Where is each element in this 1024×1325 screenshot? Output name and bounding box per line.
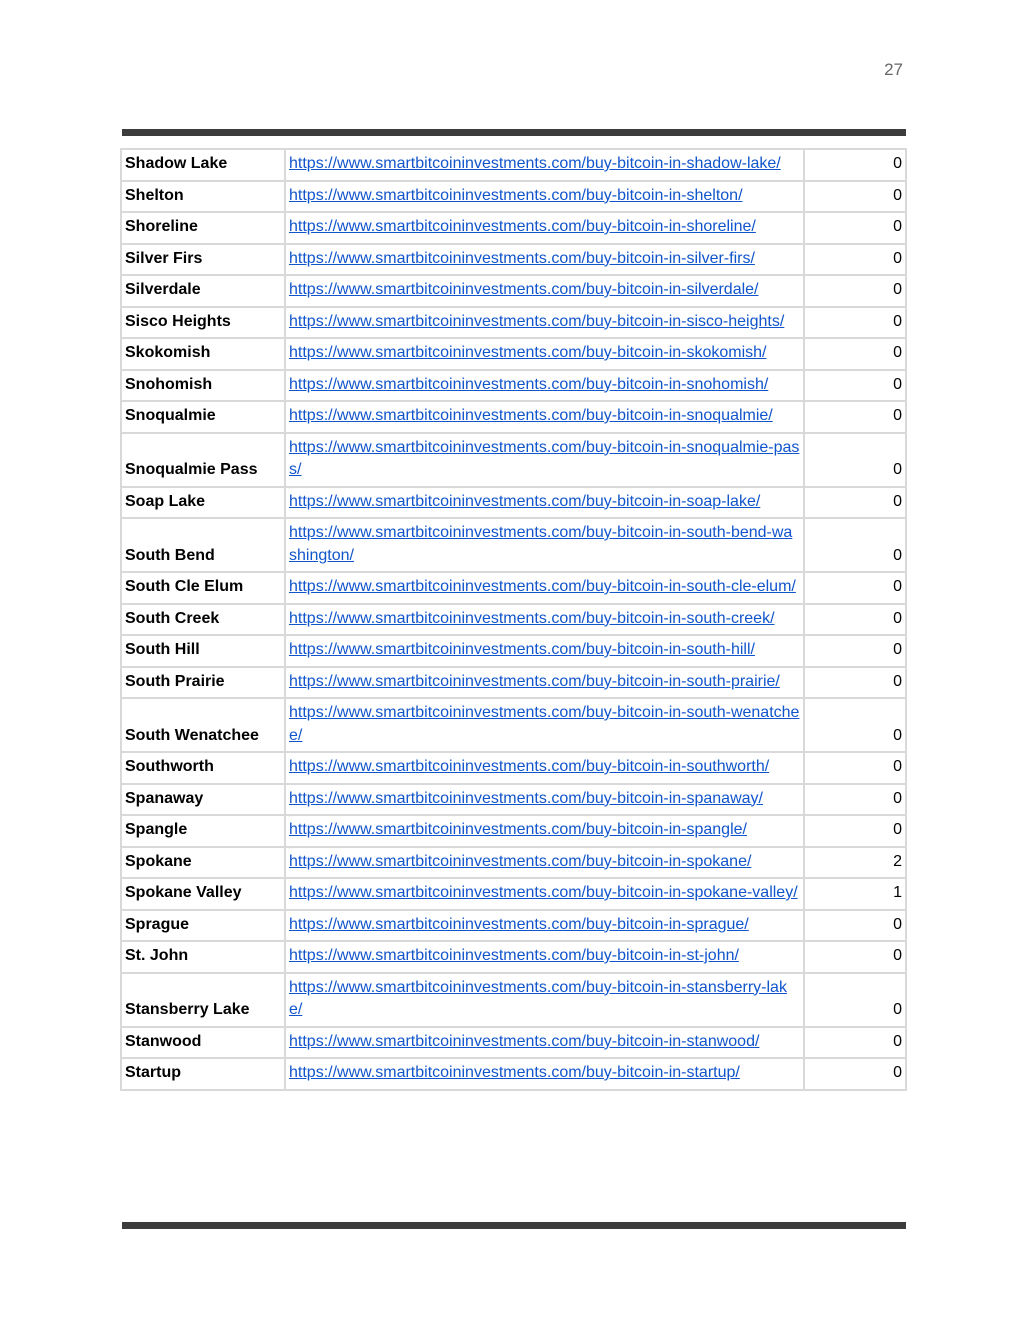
table-row [121,847,906,879]
url-cell [285,487,804,519]
count-cell: 0 [804,910,906,942]
url-cell [285,635,804,667]
city-name-cell: Startup [121,1058,285,1090]
url-cell [285,338,804,370]
city-name-cell: Spokane [121,847,285,879]
count-cell: 0 [804,370,906,402]
url-cell [285,784,804,816]
city-link[interactable]: https://www.smartbitcoininvestments.com/buy-bitcoin-in-shadow-lake/ [289,155,781,172]
url-cell [285,572,804,604]
count-cell: 0 [804,698,906,752]
city-name-cell: Snoqualmie [121,401,285,433]
url-cell [285,973,804,1027]
count-cell: 0 [804,401,906,433]
url-cell [285,401,804,433]
table-row [121,307,906,339]
city-name-cell: Stansberry Lake [121,973,285,1027]
table-row [121,1058,906,1090]
table-body [121,149,906,1090]
table-row [121,784,906,816]
count-cell: 1 [804,878,906,910]
city-name-cell: Snoqualmie Pass [121,433,285,487]
city-name-cell: Silverdale [121,275,285,307]
count-cell: 0 [804,1058,906,1090]
table-row [121,973,906,1027]
url-cell [285,815,804,847]
table-row [121,941,906,973]
count-cell: 2 [804,847,906,879]
url-cell [285,941,804,973]
table-row [121,275,906,307]
table-row [121,181,906,213]
url-cell [285,181,804,213]
count-cell: 0 [804,518,906,572]
url-cell [285,275,804,307]
city-link[interactable]: https://www.smartbitcoininvestments.com/buy-bitcoin-in-stansberry-lake/ [289,978,787,1018]
table-row [121,370,906,402]
table-row [121,212,906,244]
city-link[interactable]: https://www.smartbitcoininvestments.com/buy-bitcoin-in-skokomish/ [289,344,767,361]
city-name-cell: South Prairie [121,667,285,699]
url-cell [285,698,804,752]
city-link[interactable]: https://www.smartbitcoininvestments.com/buy-bitcoin-in-south-prairie/ [289,672,780,690]
city-name-cell: Sisco Heights [121,307,285,339]
table-row [121,604,906,636]
city-link-table [120,148,907,1091]
page-number: 27 [884,60,903,79]
city-name-cell: Stanwood [121,1027,285,1059]
count-cell: 0 [804,487,906,519]
top-divider [122,129,906,136]
city-link[interactable]: https://www.smartbitcoininvestments.com/buy-bitcoin-in-south-cle-elum/ [289,578,796,595]
bottom-divider [122,1222,906,1229]
city-name-cell: Spanaway [121,784,285,816]
url-cell [285,604,804,636]
city-link[interactable]: https://www.smartbitcoininvestments.com/buy-bitcoin-in-silver-firs/ [289,249,755,267]
city-link[interactable]: https://www.smartbitcoininvestments.com/buy-bitcoin-in-snoqualmie-pass/ [289,438,800,478]
count-cell: 0 [804,572,906,604]
url-cell [285,212,804,244]
count-cell: 0 [804,244,906,276]
count-cell: 0 [804,307,906,339]
table-row [121,149,906,181]
count-cell: 0 [804,784,906,816]
count-cell: 0 [804,1027,906,1059]
count-cell: 0 [804,604,906,636]
url-cell [285,752,804,784]
city-name-cell: Spangle [121,815,285,847]
city-link[interactable]: https://www.smartbitcoininvestments.com/buy-bitcoin-in-spangle/ [289,821,747,838]
city-name-cell: Sprague [121,910,285,942]
city-name-cell: Spokane Valley [121,878,285,910]
url-cell [285,370,804,402]
city-link[interactable]: https://www.smartbitcoininvestments.com/buy-bitcoin-in-south-creek/ [289,609,775,627]
url-cell [285,433,804,487]
table-row [121,338,906,370]
table-row [121,752,906,784]
count-cell: 0 [804,275,906,307]
table-row [121,910,906,942]
city-name-cell: Shelton [121,181,285,213]
city-link[interactable]: https://www.smartbitcoininvestments.com/buy-bitcoin-in-sprague/ [289,915,749,933]
city-link[interactable]: https://www.smartbitcoininvestments.com/buy-bitcoin-in-snohomish/ [289,375,769,393]
city-name-cell: South Cle Elum [121,572,285,604]
url-cell [285,244,804,276]
table-row [121,244,906,276]
count-cell: 0 [804,212,906,244]
table-row [121,401,906,433]
city-name-cell: Soap Lake [121,487,285,519]
city-link[interactable]: https://www.smartbitcoininvestments.com/buy-bitcoin-in-spokane-valley/ [289,884,798,901]
url-cell [285,307,804,339]
count-cell: 0 [804,338,906,370]
city-name-cell: Southworth [121,752,285,784]
table-row [121,667,906,699]
table-row [121,815,906,847]
city-name-cell: Shoreline [121,212,285,244]
table-row [121,698,906,752]
table-row [121,878,906,910]
city-name-cell: St. John [121,941,285,973]
count-cell: 0 [804,752,906,784]
table-row [121,635,906,667]
city-link[interactable]: https://www.smartbitcoininvestments.com/buy-bitcoin-in-south-hill/ [289,641,755,658]
url-cell [285,1027,804,1059]
city-name-cell: Snohomish [121,370,285,402]
url-cell [285,878,804,910]
table-row [121,1027,906,1059]
url-cell [285,667,804,699]
table-row [121,572,906,604]
city-name-cell: Shadow Lake [121,149,285,181]
city-link[interactable]: https://www.smartbitcoininvestments.com/buy-bitcoin-in-soap-lake/ [289,492,761,510]
city-name-cell: South Wenatchee [121,698,285,752]
url-cell [285,1058,804,1090]
city-link[interactable]: https://www.smartbitcoininvestments.com/buy-bitcoin-in-stanwood/ [289,1032,760,1050]
count-cell: 0 [804,941,906,973]
city-link[interactable]: https://www.smartbitcoininvestments.com/buy-bitcoin-in-shoreline/ [289,218,756,235]
table-row [121,518,906,572]
url-cell [285,847,804,879]
city-link[interactable]: https://www.smartbitcoininvestments.com/buy-bitcoin-in-shelton/ [289,186,743,204]
city-link[interactable]: https://www.smartbitcoininvestments.com/buy-bitcoin-in-snoqualmie/ [289,407,773,424]
count-cell: 0 [804,149,906,181]
table-row [121,487,906,519]
city-link[interactable]: https://www.smartbitcoininvestments.com/buy-bitcoin-in-silverdale/ [289,281,759,298]
count-cell: 0 [804,181,906,213]
table-row [121,433,906,487]
city-link[interactable]: https://www.smartbitcoininvestments.com/buy-bitcoin-in-south-bend-washington/ [289,524,793,564]
city-name-cell: Skokomish [121,338,285,370]
city-name-cell: Silver Firs [121,244,285,276]
city-link[interactable]: https://www.smartbitcoininvestments.com/buy-bitcoin-in-st-john/ [289,947,739,964]
count-cell: 0 [804,635,906,667]
url-cell [285,518,804,572]
city-name-cell: South Creek [121,604,285,636]
city-link[interactable]: https://www.smartbitcoininvestments.com/buy-bitcoin-in-sisco-heights/ [289,312,785,330]
count-cell: 0 [804,815,906,847]
city-link[interactable]: https://www.smartbitcoininvestments.com/buy-bitcoin-in-southworth/ [289,758,770,775]
count-cell: 0 [804,667,906,699]
count-cell: 0 [804,973,906,1027]
url-cell [285,149,804,181]
city-link[interactable]: https://www.smartbitcoininvestments.com/buy-bitcoin-in-startup/ [289,1064,740,1081]
city-link[interactable]: https://www.smartbitcoininvestments.com/buy-bitcoin-in-south-wenatchee/ [289,704,800,744]
city-link[interactable]: https://www.smartbitcoininvestments.com/buy-bitcoin-in-spanaway/ [289,789,763,807]
city-name-cell: South Bend [121,518,285,572]
url-cell [285,910,804,942]
city-name-cell: South Hill [121,635,285,667]
city-link[interactable]: https://www.smartbitcoininvestments.com/buy-bitcoin-in-spokane/ [289,852,752,870]
count-cell: 0 [804,433,906,487]
